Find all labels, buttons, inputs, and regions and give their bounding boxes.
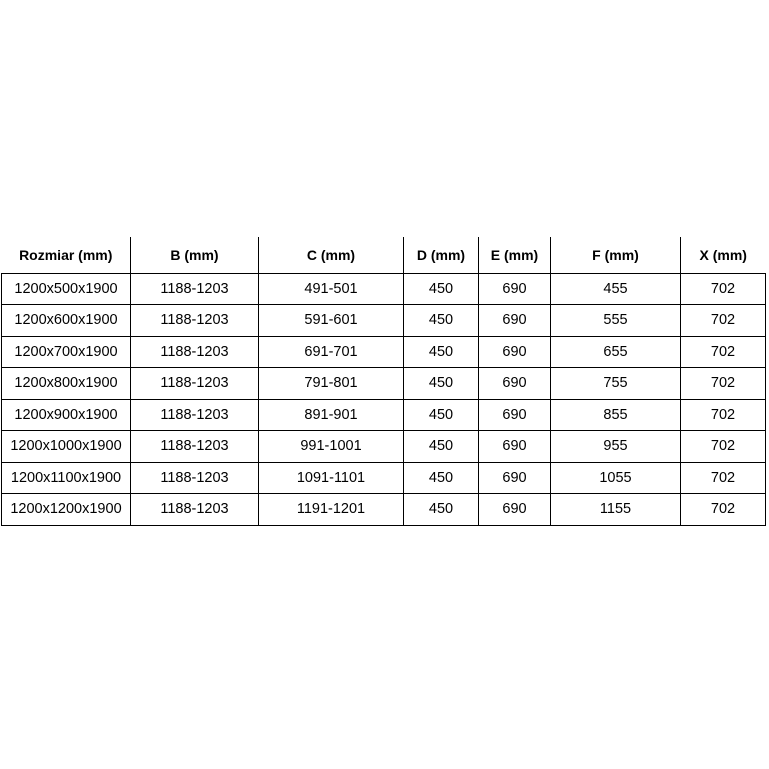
table-cell: 1200x1100x1900 (2, 462, 131, 494)
column-header: F (mm) (551, 237, 681, 273)
header-row (2, 237, 766, 273)
column-header: E (mm) (479, 237, 551, 273)
table-cell: 1188-1203 (131, 336, 259, 368)
table-cell: 702 (681, 368, 766, 400)
table-cell: 690 (479, 305, 551, 337)
table-cell: 1191-1201 (259, 494, 404, 526)
column-header: X (mm) (681, 237, 766, 273)
table-cell: 1155 (551, 494, 681, 526)
table-cell: 491-501 (259, 273, 404, 305)
table-cell: 450 (404, 431, 479, 463)
table-cell: 1188-1203 (131, 462, 259, 494)
table-cell: 1188-1203 (131, 305, 259, 337)
table-cell: 855 (551, 399, 681, 431)
table-cell: 690 (479, 336, 551, 368)
column-header: B (mm) (131, 237, 259, 273)
table-cell: 1200x600x1900 (2, 305, 131, 337)
table-cell: 702 (681, 399, 766, 431)
table-cell: 702 (681, 494, 766, 526)
table-cell: 955 (551, 431, 681, 463)
table-cell: 791-801 (259, 368, 404, 400)
table-cell: 702 (681, 273, 766, 305)
table-cell: 702 (681, 431, 766, 463)
table-cell: 690 (479, 462, 551, 494)
table-cell: 702 (681, 305, 766, 337)
table-cell: 1188-1203 (131, 431, 259, 463)
table-cell: 690 (479, 273, 551, 305)
table-body (2, 273, 766, 525)
table-cell: 1200x900x1900 (2, 399, 131, 431)
table-cell: 1188-1203 (131, 399, 259, 431)
table-cell: 1200x1000x1900 (2, 431, 131, 463)
table-cell: 891-901 (259, 399, 404, 431)
size-table (1, 237, 766, 526)
table-cell: 690 (479, 494, 551, 526)
size-table-container (1, 237, 765, 526)
table-cell: 691-701 (259, 336, 404, 368)
table-cell: 450 (404, 273, 479, 305)
column-header: D (mm) (404, 237, 479, 273)
table-cell: 1188-1203 (131, 494, 259, 526)
table-cell: 1200x500x1900 (2, 273, 131, 305)
table-cell: 690 (479, 431, 551, 463)
table-row (2, 273, 766, 305)
table-cell: 1200x700x1900 (2, 336, 131, 368)
table-cell: 450 (404, 305, 479, 337)
table-cell: 455 (551, 273, 681, 305)
table-cell: 450 (404, 336, 479, 368)
table-cell: 1200x1200x1900 (2, 494, 131, 526)
table-row (2, 431, 766, 463)
table-cell: 690 (479, 399, 551, 431)
table-cell: 702 (681, 336, 766, 368)
table-cell: 1200x800x1900 (2, 368, 131, 400)
table-cell: 755 (551, 368, 681, 400)
table-cell: 450 (404, 368, 479, 400)
table-row (2, 399, 766, 431)
table-row (2, 368, 766, 400)
table-cell: 991-1001 (259, 431, 404, 463)
table-cell: 702 (681, 462, 766, 494)
table-cell: 1091-1101 (259, 462, 404, 494)
table-cell: 450 (404, 494, 479, 526)
column-header: Rozmiar (mm) (2, 237, 131, 273)
table-cell: 1055 (551, 462, 681, 494)
column-header: C (mm) (259, 237, 404, 273)
table-cell: 450 (404, 399, 479, 431)
table-row (2, 494, 766, 526)
table-cell: 591-601 (259, 305, 404, 337)
table-cell: 1188-1203 (131, 368, 259, 400)
table-cell: 1188-1203 (131, 273, 259, 305)
table-cell: 555 (551, 305, 681, 337)
table-row (2, 462, 766, 494)
table-cell: 450 (404, 462, 479, 494)
table-row (2, 336, 766, 368)
table-cell: 655 (551, 336, 681, 368)
table-row (2, 305, 766, 337)
table-cell: 690 (479, 368, 551, 400)
